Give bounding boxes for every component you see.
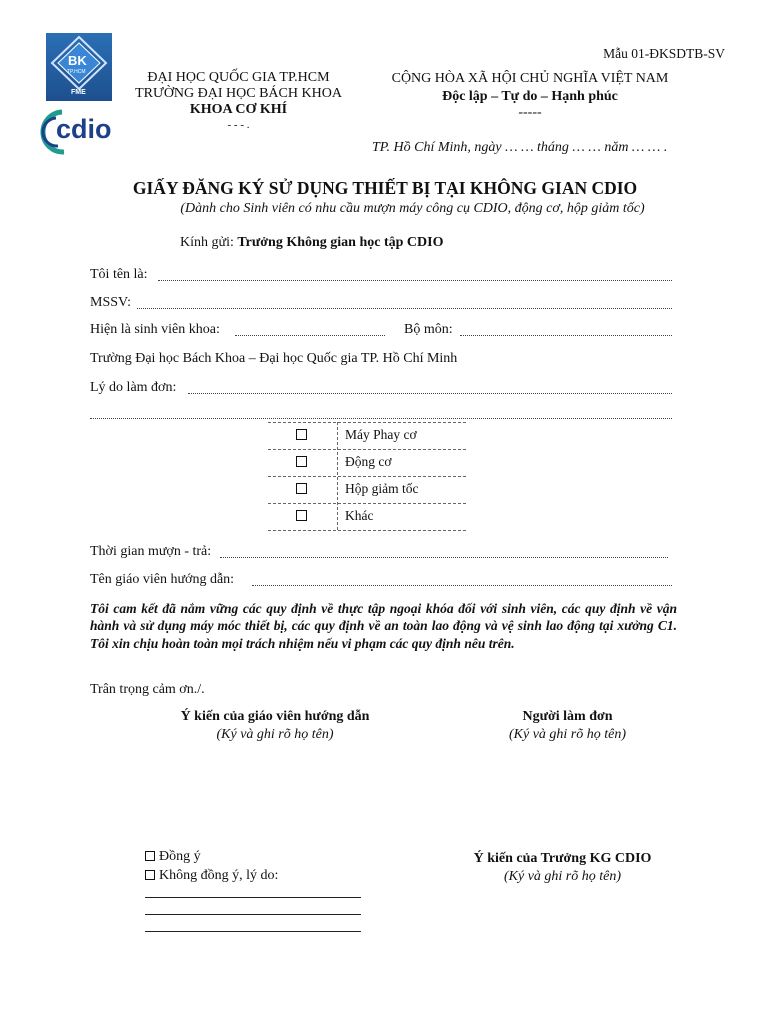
faculty-name: KHOA CƠ KHÍ bbox=[189, 102, 288, 117]
document-subtitle: (Dành cho Sinh viên có nhu cầu mượn máy công cụ CDIO, động cơ, hộp giảm tốc) bbox=[180, 201, 645, 216]
department-field[interactable] bbox=[460, 335, 672, 336]
teacher-opinion-title: Ý kiến của giáo viên hướng dẫn bbox=[180, 709, 370, 724]
reason-label: Lý do làm đơn: bbox=[90, 380, 177, 395]
right-separator: ----- bbox=[518, 105, 542, 120]
name-field[interactable] bbox=[158, 280, 672, 281]
document-title: GIẤY ĐĂNG KÝ SỬ DỤNG THIẾT BỊ TẠI KHÔNG GIAN CDIO bbox=[132, 178, 638, 198]
equipment-label: Động cơ bbox=[345, 454, 392, 469]
equipment-label: Máy Phay cơ bbox=[345, 427, 417, 442]
cdio-logo bbox=[40, 106, 120, 158]
head-sign-note: (Ký và ghi rõ họ tên) bbox=[503, 869, 622, 884]
checkbox[interactable] bbox=[296, 429, 307, 440]
borrow-time-label: Thời gian mượn - trả: bbox=[90, 544, 212, 559]
reason-field-line2[interactable] bbox=[90, 418, 672, 419]
agree-option[interactable] bbox=[145, 847, 278, 866]
recipient-name: Trưởng Không gian học tập CDIO bbox=[237, 235, 444, 250]
borrow-time-field[interactable] bbox=[220, 557, 668, 558]
equipment-row[interactable] bbox=[268, 476, 466, 504]
equipment-label: Hộp giảm tốc bbox=[345, 481, 419, 496]
equipment-row[interactable] bbox=[268, 422, 466, 450]
applicant-sign-note: (Ký và ghi rõ họ tên) bbox=[508, 727, 627, 742]
mssv-label: MSSV: bbox=[90, 295, 131, 310]
thanks-text: Trân trọng cảm ơn./. bbox=[90, 682, 205, 697]
republic-heading: CỘNG HÒA XÃ HỘI CHỦ NGHĨA VIỆT NAM bbox=[391, 71, 669, 86]
cdio-logo-text: cdio bbox=[56, 114, 112, 144]
name-label: Tôi tên là: bbox=[90, 267, 148, 282]
teacher-sign-note: (Ký và ghi rõ họ tên) bbox=[216, 727, 334, 742]
reason-field[interactable] bbox=[188, 393, 672, 394]
department-label: Bộ môn: bbox=[404, 322, 453, 337]
applicant-title: Người làm đơn bbox=[522, 709, 613, 724]
reason-line[interactable] bbox=[145, 931, 361, 932]
checkbox[interactable] bbox=[145, 851, 155, 861]
school-name: TRƯỜNG ĐẠI HỌC BÁCH KHOA bbox=[135, 86, 342, 101]
national-motto: Độc lập – Tự do – Hạnh phúc bbox=[442, 89, 618, 104]
mssv-field[interactable] bbox=[137, 308, 672, 309]
checkbox[interactable] bbox=[145, 870, 155, 880]
disagree-option[interactable] bbox=[145, 866, 278, 885]
bk-logo-fme: FME bbox=[71, 89, 86, 96]
left-separator: - - - . bbox=[227, 119, 250, 131]
equipment-row[interactable] bbox=[268, 449, 466, 477]
recipient-prefix: Kính gửi: bbox=[180, 235, 234, 250]
equipment-label: Khác bbox=[345, 508, 374, 523]
commitment-text: Tôi cam kết đã nắm vững các quy định về thực tập ngoại khóa đối với sinh viên, các quy định về vận hành và sử dụng máy móc thiết bị, các quy định về an toàn lao động và vệ sinh lao động tại xưởng C1. Tôi xin chịu hoàn toàn mọi trách nhiệm nếu vi phạm các quy định nêu trên. bbox=[90, 601, 677, 651]
form-code: Mẫu 01-ĐKSDTB-SV bbox=[603, 46, 725, 61]
checkbox[interactable] bbox=[296, 483, 307, 494]
equipment-row[interactable] bbox=[268, 503, 466, 531]
university-name: ĐẠI HỌC QUỐC GIA TP.HCM bbox=[147, 70, 330, 85]
bk-logo-sub: TP.HCM bbox=[67, 69, 86, 75]
teacher-label: Tên giáo viên hướng dẫn: bbox=[90, 572, 235, 587]
reason-line[interactable] bbox=[145, 897, 361, 898]
agree-label: Đồng ý bbox=[159, 849, 201, 864]
date-line: TP. Hồ Chí Minh, ngày … … tháng … … năm … … . bbox=[372, 140, 668, 155]
faculty-label: Hiện là sinh viên khoa: bbox=[90, 322, 220, 337]
faculty-field[interactable] bbox=[235, 335, 385, 336]
teacher-field[interactable] bbox=[252, 585, 672, 586]
checkbox[interactable] bbox=[296, 456, 307, 467]
school-line: Trường Đại học Bách Khoa – Đại học Quốc gia TP. Hồ Chí Minh bbox=[90, 351, 458, 366]
disagree-label: Không đồng ý, lý do: bbox=[159, 868, 279, 883]
checkbox[interactable] bbox=[296, 510, 307, 521]
head-opinion-title: Ý kiến của Trưởng KG CDIO bbox=[473, 851, 652, 866]
reason-line[interactable] bbox=[145, 914, 361, 915]
bk-logo bbox=[46, 33, 112, 101]
bk-logo-text: BK bbox=[68, 53, 87, 68]
